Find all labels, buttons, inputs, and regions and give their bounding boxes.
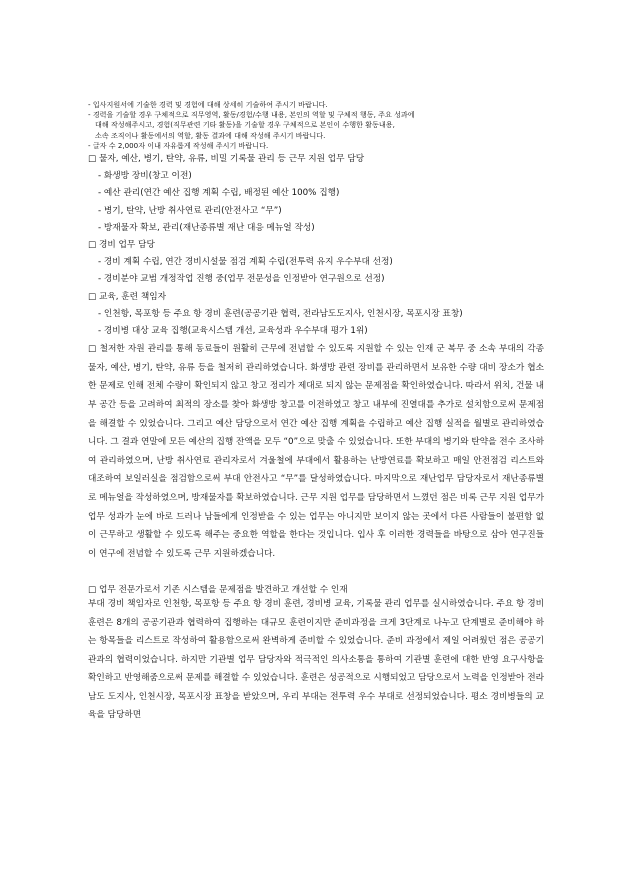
section-heading: □ 교육, 훈련 책임자 (88, 291, 166, 302)
note-line: - 입사지원서에 기술한 경력 및 경험에 대해 상세히 기술하여 주시기 바랍니다. (88, 100, 328, 109)
section-heading: □ 경비 업무 담당 (88, 240, 155, 251)
section-item: - 병기, 탄약, 난방 취사연료 관리(안전사고 “무”) (98, 205, 282, 216)
section-item: - 경비 계획 수립, 연간 경비시설물 점검 계획 수립(전투력 유지 우수부대 선정) (98, 257, 393, 268)
note-line: 대해 작성해주시고, 경험(직무관련 기타 활동)을 기술할 경우 구체적으로 본인이 수행한 활동내용, (95, 120, 395, 130)
paragraph-resource-management: □ 철저한 자원 관리를 통해 동료들이 원활히 근무에 전념할 수 있도록 지원할 수 있는 인재 군 복무 중 소속 부대의 각종 물자, 예산, 병기, 탄약, 유류 등을 철저히 관리하였습니다. 화생방 관련 장비를 관리하면서 보유한 수량 대비 장소가 협소한 문제로 인해 전체 수량이 확인되지 않고 창고 정리가 제대로 되지 않는 문제점을 확인하였습니다. 따라서 위치, 건물 내부 공간 등을 고려하여 최적의 장소를 찾아 화생방 창고를 이전하였고 창고 내부에 진열대를 추가로 설치함으로써 문제점을 해결할 수 있었습니다. 그리고 예산 담당으로서 연간 예산 집행 계획을 수립하고 예산 집행 실적을 월별로 관리하였습니다. 그 결과 연말에 모든 예산의 집행 잔액을 모두 “0”으로 맞출 수 있었습니다. 또한 부대의 병기와 탄약을 전수 조사하여 관리하였으며, 난방 취사연료 관리자로서 겨울철에 부대에서 활용하는 난방연료를 확보하고 매일 안전점검 리스트와 대조하여 보일러실을 점검함으로써 부대 안전사고 “무”를 달성하였습니다. 마지막으로 재난업무 담당자로서 재난종류별로 메뉴얼을 작성하였으며, 방재물자를 확보하였습니다. 근무 지원 업무를 담당하면서 느꼈던 점은 비록 근무 지원 업무가 업무 성과가 눈에 바로 드러나 남들에게 인정받을 수 있는 업무는 아니지만 보이지 않는 곳에서 다른 사람들이 불편함 없이 근무하고 생활할 수 있도록 해주는 중요한 역할을 한다는 것입니다. 입사 후 이러한 경력들을 바탕으로 삼아 연구진들이 연구에 전념할 수 있도록 근무 지원하겠습니다. (88, 344, 544, 559)
note-line: - 경력을 기술할 경우 구체적으로 직무영역, 활동/경험/수행 내용, 본인의 역할 및 구체적 행동, 주요 성과에 (88, 110, 415, 120)
section-guard-duty (88, 237, 544, 289)
section-item: - 화생방 장비(창고 이전) (98, 171, 192, 182)
instruction-notes (88, 100, 544, 151)
section-heading: □ 물자, 예산, 병기, 탄약, 유류, 비밀 기록물 관리 등 근무 지원 업무 담당 (88, 154, 365, 165)
section-item: - 경비병 대상 교육 집행(교육시스템 개선, 교육성과 우수부대 평가 1위) (98, 326, 368, 337)
note-line: - 글자 수 2,000자 이내 자유롭게 작성해 주시기 바랍니다. (88, 140, 269, 150)
section-heading-expert: □ 업무 전문가로서 기존 시스템을 문제점을 발견하고 개선할 수 인재 (88, 585, 348, 596)
section-item: - 예산 관리(연간 예산 집행 계획 수립, 배정된 예산 100% 집행) (98, 188, 340, 199)
section-duty-support (88, 151, 544, 237)
section-item: - 인천항, 목포항 등 주요 항 경비 훈련(공공기관 협력, 전라남도도지사, 인천시장, 목포시장 표창) (98, 308, 463, 319)
essay-body (88, 151, 544, 725)
document-page (88, 100, 544, 725)
paragraph-expert: 부대 경비 책임자로 인천항, 목포항 등 주요 항 경비 훈련, 경비병 교육, 기록물 관리 업무를 실시하였습니다. 주요 항 경비 훈련은 8개의 공공기관과 협력하여 집행하는 대규모 훈련이지만 준비과정을 크게 3단계로 나누고 단계별로 준비해야 하는 항목들을 리스트로 작성하여 활용함으로써 완벽하게 준비할 수 있었습니다. 준비 과정에서 제일 어려웠던 점은 공공기관과의 협력이었습니다. 하지만 기관별 업무 담당자와 적극적인 의사소통을 통하여 기관별 훈련에 대한 반영 요구사항을 확인하고 반영해줌으로써 문제를 해결할 수 있었습니다. 훈련은 성공적으로 시행되었고 담당으로서 노력을 인정받아 전라남도 도지사, 인천시장, 목포시장 표창을 받았으며, 우리 부대는 전투력 우수 부대로 선정되었습니다. 평소 경비병들의 교육을 담당하면 (88, 599, 544, 721)
section-training (88, 289, 544, 341)
section-item: - 경비분야 교범 개정작업 진행 중(업무 전문성을 인정받아 연구원으로 선정) (98, 274, 385, 285)
note-line: 소속 조직이나 활동에서의 역할, 활동 결과에 대해 작성해 주시기 바랍니다. (95, 130, 326, 140)
section-item: - 방재물자 확보, 관리(재난종류별 재난 대응 메뉴얼 작성) (98, 222, 315, 233)
